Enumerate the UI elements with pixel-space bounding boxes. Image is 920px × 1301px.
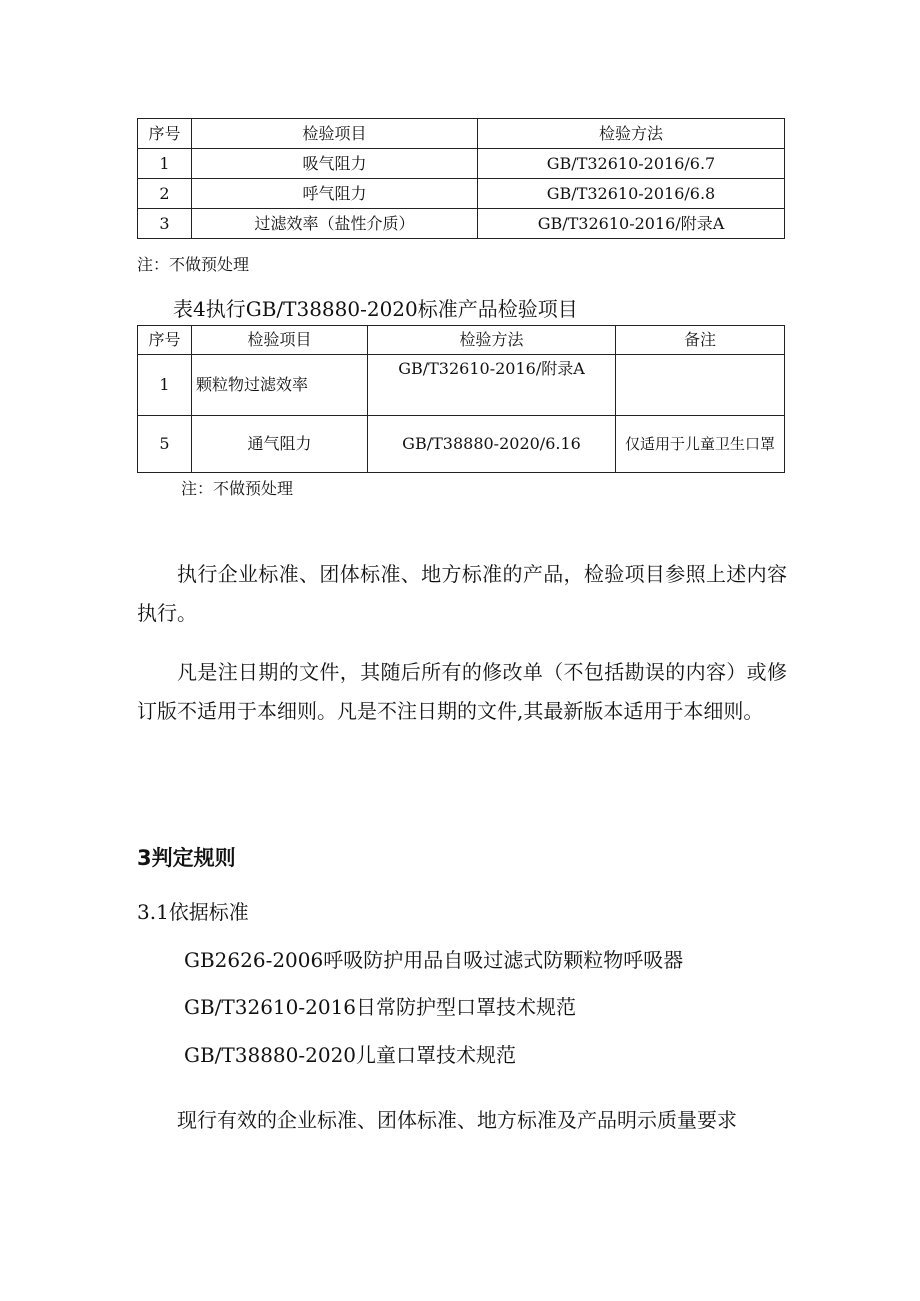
table-row: [138, 355, 785, 416]
closing-paragraph: 现行有效的企业标准、团体标准、地方标准及产品明示质量要求: [177, 1108, 737, 1132]
table-row: [138, 149, 785, 179]
section-heading: 3判定规则: [137, 846, 236, 870]
subsection-heading: 3.1依据标准: [137, 900, 249, 924]
cell-remark: [616, 355, 785, 416]
paragraph: 执行企业标准、团体标准、地方标准的产品，检验项目参照上述内容执行。: [137, 562, 787, 625]
cell-seq: 3: [138, 209, 192, 239]
header-seq: 序号: [138, 326, 192, 355]
standard-item: GB/T38880-2020儿童口罩技术规范: [184, 1043, 517, 1067]
cell-item: 呼气阻力: [192, 179, 478, 209]
table2-caption: 表4执行GB/T38880-2020标准产品检验项目: [173, 297, 578, 321]
standard-item: GB/T32610-2016日常防护型口罩技术规范: [184, 995, 577, 1019]
table-header-row: [138, 119, 785, 149]
cell-seq: 1: [138, 355, 192, 416]
test-items-table-2: [137, 325, 785, 473]
paragraph: 凡是注日期的文件，其随后所有的修改单（不包括勘误的内容）或修订版不适用于本细则。凡是不注日期的文件,其最新版本适用于本细则。: [137, 660, 787, 723]
header-item: 检验项目: [192, 326, 368, 355]
cell-item: 通气阻力: [192, 416, 368, 473]
header-remark: 备注: [616, 326, 785, 355]
header-seq: 序号: [138, 119, 192, 149]
cell-method: GB/T38880-2020/6.16: [368, 416, 616, 473]
cell-method: GB/T32610-2016/6.8: [478, 179, 785, 209]
table-row: [138, 416, 785, 473]
table-row: [138, 209, 785, 239]
cell-seq: 2: [138, 179, 192, 209]
cell-method: GB/T32610-2016/6.7: [478, 149, 785, 179]
cell-seq: 1: [138, 149, 192, 179]
header-item: 检验项目: [192, 119, 478, 149]
standard-item: GB2626-2006呼吸防护用品自吸过滤式防颗粒物呼吸器: [184, 948, 684, 972]
table-row: [138, 179, 785, 209]
cell-seq: 5: [138, 416, 192, 473]
header-method: 检验方法: [368, 326, 616, 355]
cell-item: 吸气阻力: [192, 149, 478, 179]
cell-method: GB/T32610-2016/附录A: [368, 355, 616, 416]
cell-method: GB/T32610-2016/附录A: [478, 209, 785, 239]
table-header-row: [138, 326, 785, 355]
cell-remark: 仅适用于儿童卫生口罩: [616, 416, 785, 473]
test-items-table-1: [137, 118, 785, 239]
table2-note: 注：不做预处理: [181, 479, 294, 498]
cell-item: 过滤效率（盐性介质）: [192, 209, 478, 239]
table1-note: 注：不做预处理: [137, 255, 250, 274]
cell-item: 颗粒物过滤效率: [192, 355, 368, 416]
header-method: 检验方法: [478, 119, 785, 149]
